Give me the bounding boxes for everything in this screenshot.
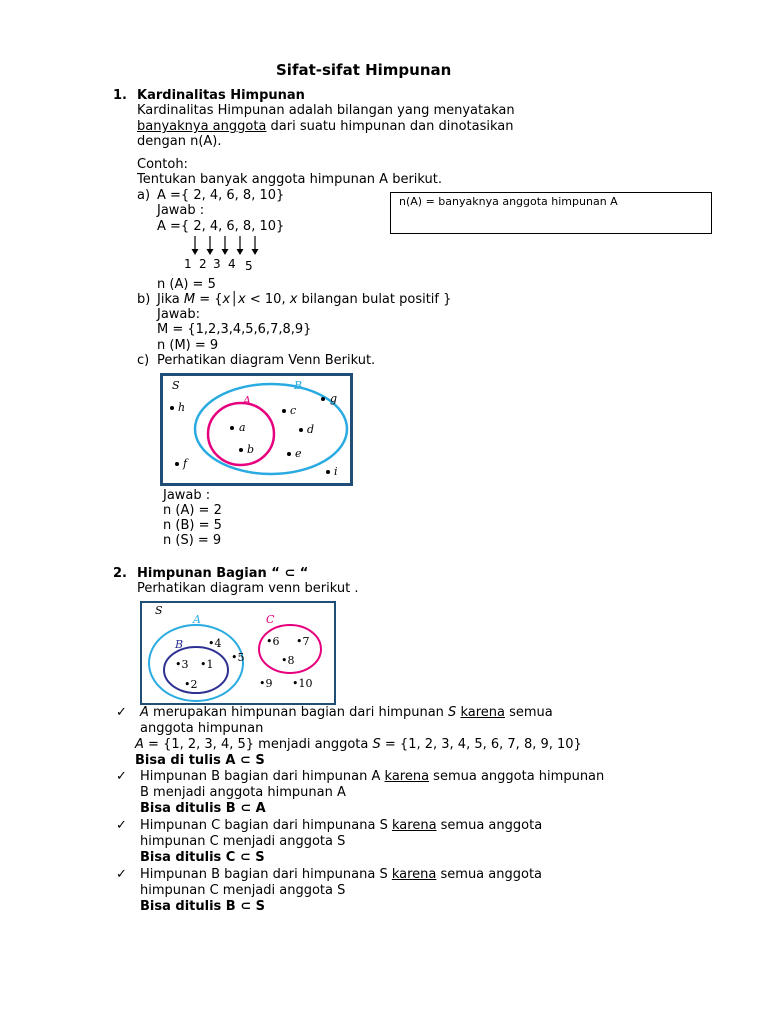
item1-line3 — [135, 737, 582, 753]
item-a-set: A ={ 2, 4, 6, 8, 10} — [157, 188, 285, 203]
item2-conclusion: Bisa ditulis B ⊂ A — [140, 801, 266, 816]
venn1-label-s: S — [172, 379, 180, 392]
item-c-nb: n (B) = 5 — [163, 518, 222, 533]
venn2-point-label: •7 — [296, 635, 310, 648]
b-set-name: M — [183, 292, 196, 307]
venn2-point-label: •8 — [281, 654, 295, 667]
item4-pre: Himpunan B bagian dari himpunana S — [140, 867, 392, 882]
venn1-point-label: g — [330, 392, 338, 405]
venn2-label-c: C — [266, 613, 275, 626]
b-bar: │ — [230, 292, 239, 307]
venn2-point-label: •9 — [259, 677, 273, 690]
item-a-result: n (A) = 5 — [157, 277, 216, 292]
page-title: Sifat-sifat Himpunan — [276, 61, 452, 79]
venn2-point-label: •6 — [266, 635, 280, 648]
venn2-label-a: A — [193, 613, 201, 626]
venn1-point — [230, 426, 234, 430]
section1-heading: Kardinalitas Himpunan — [137, 88, 305, 103]
note-box: n(A) = banyaknya anggota himpunan A — [390, 192, 712, 234]
contoh-label: Contoh: — [137, 157, 188, 172]
venn2-label-b: B — [175, 638, 184, 651]
count-number: 5 — [245, 259, 253, 273]
item1-mid: merupakan himpunan bagian dari himpunan — [148, 705, 449, 720]
venn1-point-label: e — [295, 447, 302, 460]
venn1-point-label: f — [183, 457, 188, 470]
venn1-point — [321, 397, 325, 401]
b-jika: Jika — [157, 292, 184, 307]
count-number: 3 — [213, 257, 221, 271]
item1-line2: anggota himpunan — [140, 721, 264, 736]
item3-post: semua anggota — [436, 818, 543, 833]
venn-diagram-2 — [140, 601, 336, 705]
section1-number: 1. — [113, 88, 127, 103]
b-var: x — [289, 292, 298, 307]
item-c-ns: n (S) = 9 — [163, 533, 222, 548]
checkmark-icon: ✓ — [116, 769, 127, 784]
venn1-point — [170, 406, 174, 410]
venn2-point-label: •5 — [231, 651, 245, 664]
venn2-point-label: •1 — [200, 658, 214, 671]
item-b-jawab: Jawab: — [157, 307, 201, 322]
item1-line3-a: A — [135, 737, 144, 752]
item1-line3-s: S — [372, 737, 381, 752]
arrow-down-icon — [190, 236, 200, 256]
checkmark-icon: ✓ — [116, 867, 127, 882]
section2-intro: Perhatikan diagram venn berikut . — [137, 581, 359, 596]
task-text: Tentukan banyak anggota himpunan A berikut. — [137, 172, 442, 187]
venn1-universe-rect — [162, 375, 352, 485]
item1-karena: karena — [460, 705, 505, 720]
venn1-point-label: c — [290, 404, 297, 417]
b-var: x — [238, 292, 246, 307]
item4-line2: himpunan C menjadi anggota S — [140, 883, 346, 898]
venn1-point — [287, 452, 291, 456]
item-a-label: a) — [137, 188, 151, 203]
venn1-point — [326, 470, 330, 474]
venn1-label-b: B — [294, 379, 303, 392]
arrow-down-icon — [205, 236, 215, 256]
definition-line2 — [137, 119, 513, 135]
definition-underlined: banyaknya anggota — [137, 119, 267, 134]
item1-conclusion: Bisa di tulis A ⊂ S — [135, 753, 265, 768]
venn1-point-label: b — [247, 443, 255, 456]
venn2-point-label: •2 — [184, 678, 198, 691]
checkmark-icon: ✓ — [116, 818, 127, 833]
item4-conclusion: Bisa ditulis B ⊂ S — [140, 899, 266, 914]
item-b-result: n (M) = 9 — [157, 338, 219, 353]
venn1-point — [282, 409, 286, 413]
count-number: 2 — [199, 257, 207, 271]
item3-conclusion: Bisa ditulis C ⊂ S — [140, 850, 265, 865]
checkmark-icon: ✓ — [116, 705, 127, 720]
item-a-set-answer: A ={ 2, 4, 6, 8, 10} — [157, 219, 285, 234]
item-c-text: Perhatikan diagram Venn Berikut. — [157, 353, 376, 368]
venn2-label-s: S — [155, 604, 163, 617]
item2-karena: karena — [384, 769, 430, 784]
venn1-label-a: A — [243, 394, 251, 407]
venn2-point-label: •10 — [292, 677, 313, 690]
item2-post: semua anggota himpunan — [429, 769, 605, 784]
item2-line1 — [140, 769, 604, 785]
venn1-point-label: h — [178, 401, 186, 414]
venn1-point-label: d — [307, 423, 315, 436]
venn1-point — [239, 448, 243, 452]
item-c-jawab: Jawab : — [163, 488, 211, 503]
b-rest: bilangan bulat positif } — [297, 292, 452, 307]
item-b-label: b) — [137, 292, 151, 307]
venn1-point — [175, 462, 179, 466]
definition-line1: Kardinalitas Himpunan adalah bilangan yang menyatakan — [137, 103, 515, 118]
venn1-point-label: a — [239, 421, 246, 434]
item-a-jawab: Jawab : — [157, 203, 205, 218]
definition-line3: dengan n(A). — [137, 134, 222, 149]
item-b-set: M = {1,2,3,4,5,6,7,8,9} — [157, 322, 312, 337]
venn2-point-label: •4 — [208, 637, 222, 650]
venn1-point-label: i — [334, 465, 338, 478]
b-eq: = { — [195, 292, 223, 307]
item-c-label: c) — [137, 353, 150, 368]
item-c-na: n (A) = 2 — [163, 503, 222, 518]
item1-set-a: A — [140, 705, 149, 720]
item3-line2: himpunan C menjadi anggota S — [140, 834, 346, 849]
arrow-down-icon — [235, 236, 245, 256]
item1-end: semua — [504, 705, 553, 720]
section2-heading: Himpunan Bagian “ ⊂ “ — [137, 566, 309, 581]
b-lt: < 10, — [245, 292, 290, 307]
item1-line3-end: = {1, 2, 3, 4, 5, 6, 7, 8, 9, 10} — [380, 737, 582, 752]
item3-line1 — [140, 818, 542, 834]
item1-set-s: S — [448, 705, 457, 720]
venn1-set-a-ellipse — [208, 403, 274, 465]
item4-line1 — [140, 867, 542, 883]
section2-number: 2. — [113, 566, 127, 581]
count-number: 1 — [184, 257, 192, 271]
count-number: 4 — [228, 257, 236, 271]
item2-pre: Himpunan B bagian dari himpunan A — [140, 769, 385, 784]
item1-line3-mid: = {1, 2, 3, 4, 5} menjadi anggota — [143, 737, 373, 752]
item-b-statement — [157, 292, 451, 308]
item2-line2: B menjadi anggota himpunan A — [140, 785, 346, 800]
arrow-down-icon — [250, 236, 260, 256]
arrow-down-icon — [220, 236, 230, 256]
venn1-point — [299, 428, 303, 432]
venn2-point-label: •3 — [175, 658, 189, 671]
item4-post: semua anggota — [436, 867, 543, 882]
item3-karena: karena — [392, 818, 437, 833]
item1-line1 — [140, 705, 553, 721]
item4-karena: karena — [391, 867, 437, 882]
venn-diagram-1 — [160, 373, 354, 487]
definition-line2-rest: dari suatu himpunan dan dinotasikan — [266, 119, 514, 134]
b-var: x — [222, 292, 231, 307]
item3-pre: Himpunan C bagian dari himpunana S — [140, 818, 392, 833]
